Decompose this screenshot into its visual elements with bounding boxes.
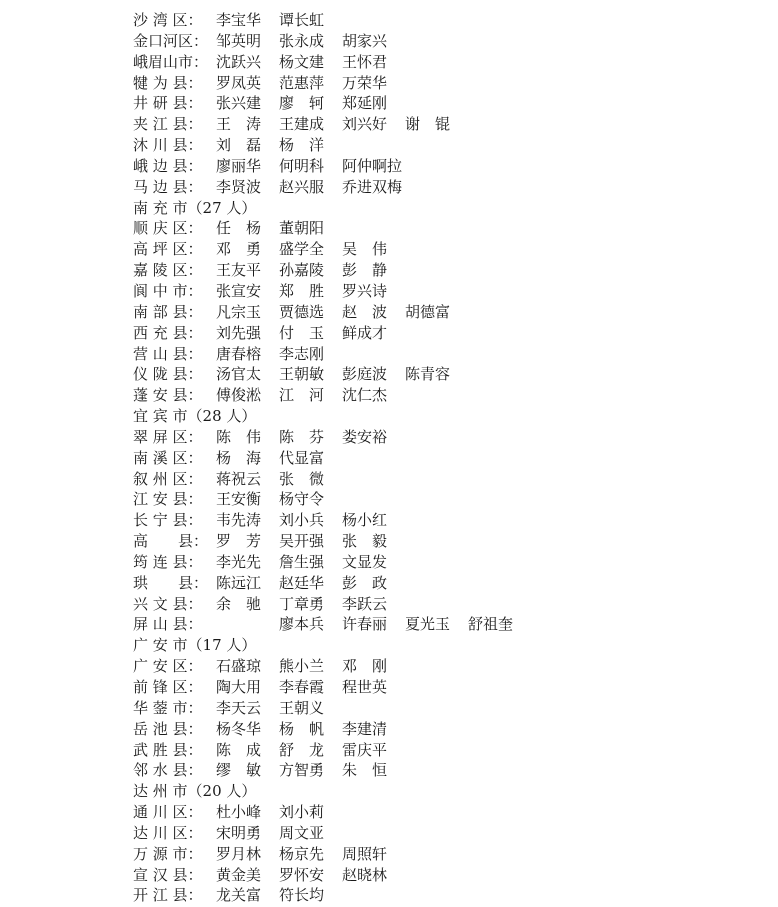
person-name: 王怀君 xyxy=(342,52,388,71)
person-name: 方智勇 xyxy=(279,761,325,780)
person-name: 罗月林 xyxy=(216,844,262,863)
district-label: 西 充 县： xyxy=(133,323,203,342)
city-heading: 宜 宾 市（28 人） xyxy=(133,407,257,426)
person-name: 陈青容 xyxy=(405,365,451,384)
person-name: 刘兴好 xyxy=(342,115,388,134)
person-name: 杨冬华 xyxy=(216,719,262,738)
person-name: 江 河 xyxy=(279,386,325,405)
person-name: 胡德富 xyxy=(405,302,451,321)
district-label: 沙 湾 区： xyxy=(133,11,203,29)
district-label: 蓬 安 县： xyxy=(133,386,203,405)
person-name: 傅俊淞 xyxy=(216,386,262,405)
person-name: 詹生强 xyxy=(279,552,325,571)
person-name: 阿仲啊拉 xyxy=(342,156,403,175)
district-label: 珙 县： xyxy=(133,573,209,592)
district-label: 营 山 县： xyxy=(133,344,203,363)
person-name: 李宝华 xyxy=(216,11,262,29)
person-name: 陈 伟 xyxy=(216,427,262,446)
person-name: 任 杨 xyxy=(216,219,262,238)
city-heading: 广 安 市（17 人） xyxy=(133,636,257,655)
person-name: 杨 帆 xyxy=(279,719,325,738)
person-name: 李跃云 xyxy=(342,594,388,613)
person-name: 王朝义 xyxy=(279,698,325,717)
person-name: 赵廷华 xyxy=(279,573,325,592)
person-name: 代显富 xyxy=(279,448,325,467)
person-name: 夏光玉 xyxy=(405,615,451,634)
district-label: 南 溪 区： xyxy=(133,448,203,467)
city-heading: 达 州 市（20 人） xyxy=(133,782,257,801)
district-label: 邻 水 县： xyxy=(133,761,203,780)
district-label: 江 安 县： xyxy=(133,490,203,509)
person-name: 缪 敏 xyxy=(216,761,262,780)
person-name: 张 微 xyxy=(279,469,325,488)
person-name: 杨 洋 xyxy=(279,136,325,155)
district-label: 翠 屏 区： xyxy=(133,427,203,446)
person-name: 鲜成才 xyxy=(342,323,388,342)
person-name: 廖 轲 xyxy=(279,94,325,113)
district-label: 叙 州 区： xyxy=(133,469,203,488)
district-label: 岳 池 县： xyxy=(133,719,203,738)
person-name: 陈 芬 xyxy=(279,427,325,446)
person-name: 谢 锟 xyxy=(405,115,451,134)
person-name: 董朝阳 xyxy=(279,219,325,238)
district-label: 南 部 县： xyxy=(133,302,203,321)
person-name: 郑延刚 xyxy=(342,94,388,113)
person-name: 舒祖奎 xyxy=(468,615,514,634)
district-label: 华 蓥 市： xyxy=(133,698,203,717)
person-name: 沈仁杰 xyxy=(342,386,388,405)
district-label: 嘉 陵 区： xyxy=(133,261,203,280)
district-label: 长 宁 县： xyxy=(133,511,203,530)
person-name: 付 玉 xyxy=(279,323,325,342)
person-name: 罗凤英 xyxy=(216,73,262,92)
person-name: 张兴建 xyxy=(216,94,262,113)
person-name: 凡宗玉 xyxy=(216,302,262,321)
person-name: 刘 磊 xyxy=(216,136,262,155)
district-label: 马 边 县： xyxy=(133,177,203,196)
person-name: 杜小峰 xyxy=(216,803,262,822)
person-name: 廖丽华 xyxy=(216,156,262,175)
person-name: 李贤波 xyxy=(216,177,262,196)
person-name: 刘小莉 xyxy=(279,803,325,822)
person-name: 张宣安 xyxy=(216,281,262,300)
person-name: 许春丽 xyxy=(342,615,388,634)
person-name: 何明科 xyxy=(279,156,325,175)
person-name: 陈 成 xyxy=(216,740,262,759)
person-name: 符长均 xyxy=(279,886,325,905)
district-label: 开 江 县： xyxy=(133,886,203,905)
person-name: 张 毅 xyxy=(342,532,388,551)
person-name: 朱 恒 xyxy=(342,761,388,780)
person-name: 彭 静 xyxy=(342,261,388,280)
district-label: 仪 陇 县： xyxy=(133,365,203,384)
person-name: 黄金美 xyxy=(216,865,262,884)
district-label: 广 安 区： xyxy=(133,657,203,676)
person-name: 谭长虹 xyxy=(279,11,325,29)
person-name: 蒋祝云 xyxy=(216,469,262,488)
district-label: 夹 江 县： xyxy=(133,115,203,134)
person-name: 万荣华 xyxy=(342,73,388,92)
person-name: 沈跃兴 xyxy=(216,52,262,71)
district-label: 沐 川 县： xyxy=(133,136,203,155)
person-name: 赵 波 xyxy=(342,302,388,321)
person-name: 范惠萍 xyxy=(279,73,325,92)
person-name: 周文亚 xyxy=(279,823,325,842)
person-name: 娄安裕 xyxy=(342,427,388,446)
district-label: 高 坪 区： xyxy=(133,240,203,259)
person-name: 李光先 xyxy=(216,552,262,571)
person-name: 贾德选 xyxy=(279,302,325,321)
person-name: 彭 政 xyxy=(342,573,388,592)
person-name: 程世英 xyxy=(342,678,388,696)
person-name: 邓 勇 xyxy=(216,240,262,259)
person-name: 李天云 xyxy=(216,698,262,717)
person-name: 邹英明 xyxy=(216,31,262,50)
person-name: 王安衡 xyxy=(216,490,262,509)
person-name: 王朝敏 xyxy=(279,365,325,384)
district-label: 井 研 县： xyxy=(133,94,203,113)
person-name: 王建成 xyxy=(279,115,325,134)
person-name: 吴 伟 xyxy=(342,240,388,259)
person-name: 杨京先 xyxy=(279,844,325,863)
district-label: 达 川 区： xyxy=(133,823,203,842)
person-name: 赵兴服 xyxy=(279,177,325,196)
person-name: 杨文建 xyxy=(279,52,325,71)
person-name: 陶大用 xyxy=(216,678,262,696)
district-label: 犍 为 县： xyxy=(133,73,203,92)
person-name: 盛学全 xyxy=(279,240,325,259)
person-name: 龙关富 xyxy=(216,886,262,905)
person-name: 刘小兵 xyxy=(279,511,325,530)
district-label: 宣 汉 县： xyxy=(133,865,203,884)
person-name: 雷庆平 xyxy=(342,740,388,759)
person-name: 张永成 xyxy=(279,31,325,50)
person-name: 李志刚 xyxy=(279,344,325,363)
person-name: 杨 海 xyxy=(216,448,262,467)
district-label: 峨眉山市： xyxy=(133,52,209,71)
district-label: 筠 连 县： xyxy=(133,552,203,571)
person-name: 杨小红 xyxy=(342,511,388,530)
person-name: 唐春榕 xyxy=(216,344,262,363)
person-name: 罗兴诗 xyxy=(342,281,388,300)
person-name: 孙嘉陵 xyxy=(279,261,325,280)
person-name: 乔进双梅 xyxy=(342,177,403,196)
person-name: 韦先涛 xyxy=(216,511,262,530)
district-label: 顺 庆 区： xyxy=(133,219,203,238)
person-name: 陈远江 xyxy=(216,573,262,592)
person-name: 刘先强 xyxy=(216,323,262,342)
person-name: 余 驰 xyxy=(216,594,262,613)
person-name: 宋明勇 xyxy=(216,823,262,842)
person-name: 吴开强 xyxy=(279,532,325,551)
person-name: 丁章勇 xyxy=(279,594,325,613)
district-label: 高 县： xyxy=(133,532,209,551)
person-name: 汤官太 xyxy=(216,365,262,384)
person-name: 李建清 xyxy=(342,719,388,738)
city-heading: 南 充 市（27 人） xyxy=(133,198,257,217)
person-name: 罗怀安 xyxy=(279,865,325,884)
district-label: 阆 中 市： xyxy=(133,281,203,300)
person-name: 胡家兴 xyxy=(342,31,388,50)
person-name: 杨守令 xyxy=(279,490,325,509)
district-label: 屏 山 县： xyxy=(133,615,203,634)
district-label: 前 锋 区： xyxy=(133,678,203,696)
district-label: 金口河区： xyxy=(133,31,209,50)
person-name: 邓 刚 xyxy=(342,657,388,676)
person-name: 舒 龙 xyxy=(279,740,325,759)
person-name: 王友平 xyxy=(216,261,262,280)
person-name: 李春霞 xyxy=(279,678,325,696)
person-name: 彭庭波 xyxy=(342,365,388,384)
person-name: 王 涛 xyxy=(216,115,262,134)
district-label: 万 源 市： xyxy=(133,844,203,863)
person-name: 文显发 xyxy=(342,552,388,571)
person-name: 廖本兵 xyxy=(279,615,325,634)
person-name: 郑 胜 xyxy=(279,281,325,300)
person-name: 周照轩 xyxy=(342,844,388,863)
district-label: 通 川 区： xyxy=(133,803,203,822)
district-label: 武 胜 县： xyxy=(133,740,203,759)
person-name: 熊小兰 xyxy=(279,657,325,676)
district-label: 兴 文 县： xyxy=(133,594,203,613)
person-name: 罗 芳 xyxy=(216,532,262,551)
district-label: 峨 边 县： xyxy=(133,156,203,175)
person-name: 赵晓林 xyxy=(342,865,388,884)
person-name: 石盛琼 xyxy=(216,657,262,676)
